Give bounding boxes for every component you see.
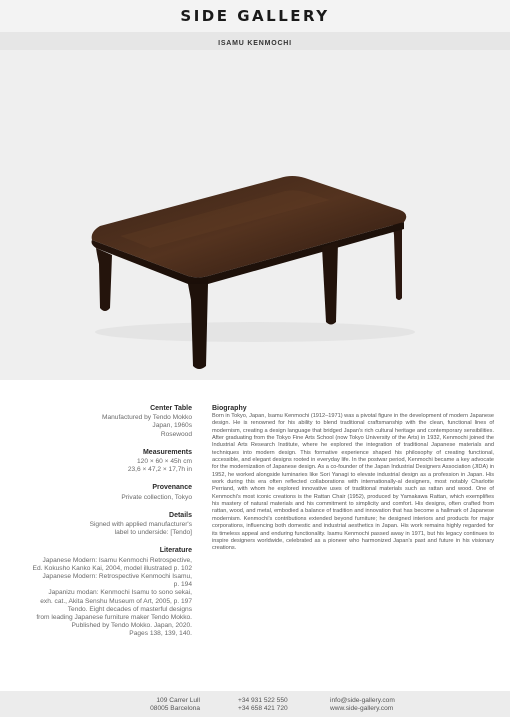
literature-title: Literature: [159, 547, 192, 555]
biography-text: Born in Tokyo, Japan, Isamu Kenmochi (1912–1971) was a pivotal figure in the development of modern Japanese design. He is renowned for his ability to blend traditional craftsmanship with the clean, functional lines of modernism, creating a design language that bridged Japan's rich cultural heritage and contemporary sensibilities. After graduating from the Tokyo Fine Arts School (now Tokyo University of the Arts) in 1932, Kenmochi joined the Industrial Arts Research Institute, where he explored the integration of traditional Japanese materials and techniques into modern design. This formative experience shaped his philosophy of creating functional, accessible, and elegant designs rooted in everyday life. In the postwar period, Kenmochi became a key advocate for the modernization of Japanese design. As a co-founder of the Japan Industrial Designers Association (JIDA) in 1952, he worked alongside luminaries like Sori Yanagi to elevate industrial design as a profession in Japan. His work during this era often reflected collaborations with internationally-al designers, most notably Charlotte Perriand, with whom he explored innovative uses of traditional materials such as rattan and wood. One of Kenmochi's most iconic creations is the Rattan Chair (1952), produced by Yamakawa Rattan, which exemplifies his mastery of natural materials and his commitment to simplicity and comfort. His designs, often crafted from rattan, wood, and metal, embodied a balance of tradition and innovation that has become a hallmark of Japanese modernism. Kenmochi's contributions extended beyond furniture; he designed interiors and products for major corporations, influencing both domestic and industrial aesthetics in Japan. His work remains highly regarded for its timeless appeal and enduring functionality. Isamu Kenmochi passed away in 1971, but his legacy continues to inspire designers worldwide, celebrated as a pioneer who harmonized Japan's past and future in his visionary creations.: [212, 413, 494, 552]
literature-line: Japanese Modern: Retrospective Kenmochi Isamu,: [42, 573, 192, 581]
literature-line: Published by Tendo Mokko. Japan, 2020.: [71, 622, 192, 630]
biography-section: [212, 405, 494, 553]
literature-line: Japanese Modern: Isamu Kenmochi Retrospective,: [42, 556, 192, 564]
literature-line: Tendo. Eight decades of masterful designs: [67, 605, 192, 613]
product-line: Japan, 1960s: [152, 422, 192, 430]
product-title: Center Table: [150, 405, 192, 412]
phone-link[interactable]: +34 931 522 550: [238, 697, 288, 704]
address-line: 109 Carrer Lull: [156, 697, 200, 704]
phone-link[interactable]: +34 658 421 720: [238, 705, 288, 713]
provenance-title: Provenance: [152, 484, 192, 492]
address-line: 08005 Barcelona: [150, 705, 200, 713]
designer-name: ISAMU KENMOCHI: [218, 40, 292, 47]
product-section: [10, 405, 192, 439]
footer-phones: [238, 697, 288, 713]
footer-web: [330, 697, 395, 713]
website-link[interactable]: www.side-gallery.com: [330, 705, 394, 713]
literature-line: Japanizu modan: Kenmochi Isamu to sono sekai,: [48, 589, 192, 597]
measurements-title: Measurements: [142, 448, 192, 456]
footer: [0, 691, 510, 717]
provenance-section: [10, 484, 192, 501]
details-title: Details: [169, 511, 192, 519]
product-line: Rosewood: [160, 430, 192, 438]
biography-title: Biography: [212, 405, 247, 412]
measurements-section: [10, 449, 192, 475]
center-table-image: [0, 50, 510, 380]
designer-bar: [0, 32, 510, 50]
literature-line: from leading Japanese furniture maker Tendo Mokko.: [36, 614, 192, 622]
artwork-info: [10, 405, 192, 649]
gallery-logo[interactable]: SIDE GALLERY: [180, 7, 330, 25]
footer-address: [140, 697, 200, 713]
product-photo: [0, 50, 510, 380]
details-line: label to underside: [Tendo]: [114, 529, 192, 537]
literature-line: Pages 138, 139, 140.: [129, 630, 192, 638]
product-line: Manufactured by Tendo Mokko: [101, 414, 192, 422]
measurement-line: 120 × 60 × 45h cm: [137, 458, 192, 466]
email-link[interactable]: info@side-gallery.com: [330, 697, 395, 704]
measurement-line: 23,6 × 47,2 × 17,7h in: [127, 466, 192, 474]
literature-line: p. 194: [173, 581, 192, 589]
literature-line: exh. cat., Akita Senshu Museum of Art, 2005, p. 197: [40, 597, 192, 605]
provenance-line: Private collection, Tokyo: [121, 493, 192, 501]
details-section: [10, 512, 192, 538]
header-bar: [0, 0, 510, 32]
details-line: Signed with applied manufacturer's: [89, 521, 192, 529]
literature-line: Ed. Kokusho Kanko Kai, 2004, model illustrated p. 102: [32, 564, 192, 572]
literature-section: [10, 547, 192, 638]
